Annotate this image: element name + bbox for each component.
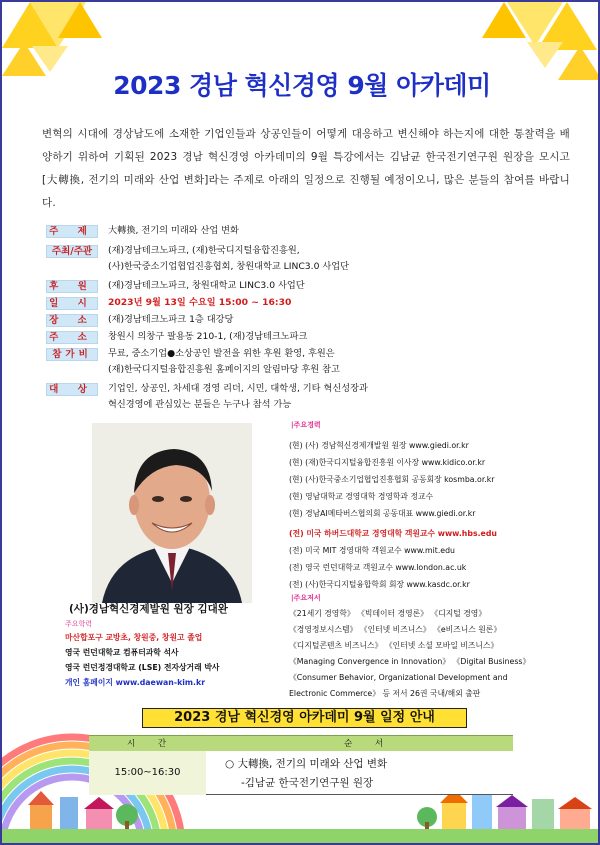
info-label: 참가비 (46, 348, 98, 361)
career-item: (현) 경남AI메타버스협의회 공동대표 www.giedi.or.kr (289, 509, 476, 518)
info-label: 대 상 (46, 383, 98, 396)
career-item: (현) (사) 경남혁신경제개발원 원장 www.giedi.or.kr (289, 441, 469, 450)
speaker-caption: (사)경남혁신경제발원 원장 김대완 (69, 603, 228, 615)
schedule-item-title: ○ 大轉換, 전기의 미래와 산업 변화 (225, 758, 388, 770)
info-value: 무료, 중소기업●소상공인 발전을 위한 후원 환영, 후원은 (108, 348, 335, 359)
education-item: 마산합포구 교방초, 창원중, 창원고 졸업 (65, 633, 203, 642)
info-value: (재)경남테크노파크 1층 대강당 (108, 314, 234, 325)
book-item: 《21세기 경영학》 《빅데이터 경영론》 《디지털 경영》 (289, 609, 487, 618)
info-value: 창원시 의창구 팔용동 210-1, (재)경남테크노파크 (108, 331, 308, 342)
schedule-col-time: 시 간 (127, 739, 177, 749)
info-label: 주 소 (46, 331, 98, 344)
info-label: 주 제 (46, 225, 98, 238)
speaker-photo (92, 423, 252, 603)
book-item: 《Consumer Behavior, Organizational Development and (289, 673, 508, 682)
schedule-item-speaker: -김남균 한국전기연구원 원장 (241, 777, 374, 789)
schedule-banner: 2023 경남 혁신경영 아카데미 9월 일정 안내 (142, 708, 467, 728)
info-value: 2023년 9월 13일 수요일 15:00 ~ 16:30 (108, 297, 292, 308)
info-row-audience (46, 383, 368, 413)
career-item: (현) (재)한국디지털융합진흥원 이사장 www.kidico.or.kr (289, 458, 486, 467)
info-value: (재)한국디지털융합진흥원 홈페이지의 알림마당 후원 참고 (108, 364, 340, 375)
schedule-time: 15:00~16:30 (89, 751, 206, 795)
education-item: 개인 홈페이지 www.daewan-kim.kr (65, 678, 206, 687)
info-label: 장 소 (46, 314, 98, 327)
info-row-topic (46, 225, 239, 239)
info-value: (사)한국중소기업협업진흥협회, 창원대학교 LINC3.0 사업단 (108, 261, 349, 272)
intro-paragraph: 변혁의 시대에 경상남도에 소재한 기업인들과 상공인들이 어떻게 대응하고 변신해야 하는지에 대한 통찰력을 배양하기 위하여 기획된 2023 경남 혁신경영 아카데미의 9월 특강에서는 김남균 한국전기연구원 원장을 모시고 [大轉換, 전기의 미래와 산업 변화]라는 주제로 아래의 일정으로 진행될 예정이오니, 많은 분들의 참여를 바랍니다. (42, 128, 570, 209)
career-item: (현) (사)한국중소기업협업진흥협회 공동회장 kosmba.or.kr (289, 475, 495, 484)
schedule-col-order: 순 서 (344, 739, 394, 749)
info-row-sponsor (46, 280, 305, 294)
info-value: 大轉換, 전기의 미래와 산업 변화 (108, 225, 239, 236)
info-label: 주최/주관 (46, 245, 98, 258)
career-item: (전) 미국 하버드대학교 경영대학 객원교수 www.hbs.edu (289, 529, 497, 538)
book-item: Electronic Commerce》 등 저서 26권 국내/해외 출판 (289, 689, 481, 698)
education-item: 영국 런던정경대학교 (LSE) 전자상거래 박사 (65, 663, 220, 672)
info-value: (재)경남테크노파크, 창원대학교 LINC3.0 사업단 (108, 280, 305, 291)
schedule-header (89, 735, 513, 751)
book-item: 《Managing Convergence in Innovation》 《Digital Business》 (289, 657, 531, 666)
info-row-address (46, 331, 307, 345)
info-row-venue (46, 314, 233, 328)
info-row-fee (46, 348, 340, 378)
info-value: 혁신경영에 관심있는 분들은 누구나 참석 가능 (108, 399, 292, 410)
career-heading: |주요경력 (291, 421, 321, 429)
info-label: 후 원 (46, 280, 98, 293)
books-heading: |주요저서 (291, 594, 321, 602)
book-item: 《디지털콘텐츠 비즈니스》 《인터넷 소셜 모바일 비즈니스》 (289, 641, 499, 650)
info-row-date (46, 297, 291, 311)
info-label: 일 시 (46, 297, 98, 310)
portrait-illustration (92, 423, 252, 603)
career-item: (현) 영남대학교 경영대학 경영학과 정교수 (289, 492, 434, 501)
info-row-host (46, 245, 349, 275)
info-value: (재)경남테크노파크, (재)한국디지털융합진흥원, (108, 245, 300, 256)
career-item: (전) (사)한국디지털융합학회 회장 www.kasdc.or.kr (289, 580, 470, 589)
book-item: 《경영정보시스템》 《인터넷 비즈니스》 《e비즈니스 원론》 (289, 625, 502, 634)
career-item: (전) 영국 런던대학교 객원교수 www.london.ac.uk (289, 563, 467, 572)
schedule-row (89, 751, 513, 795)
education-heading: 주요학력 (65, 620, 93, 628)
career-item: (전) 미국 MIT 경영대학 객원교수 www.mit.edu (289, 546, 455, 555)
education-item: 영국 런던대학교 컴퓨터과학 석사 (65, 648, 179, 657)
page-title: 2023 경남 혁신경영 9월 아카데미 (113, 71, 491, 100)
info-value: 기업인, 상공인, 차세대 경영 리더, 시민, 대학생, 기타 혁신성장과 (108, 383, 368, 394)
